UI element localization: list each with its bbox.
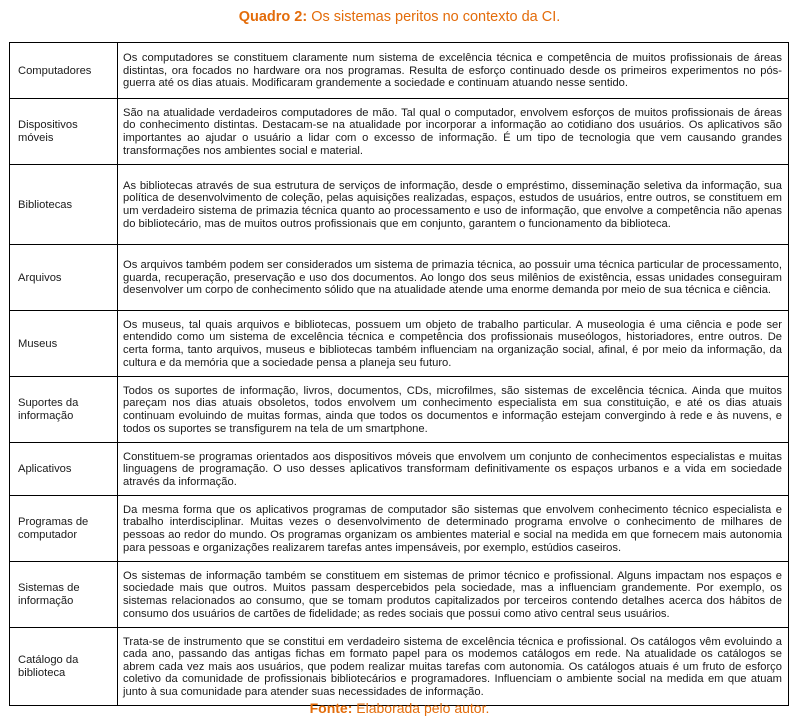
description-cell: Trata-se de instrumento que se constitui em verdadeiro sistema de excelência técnica e profissional. Os catálogos vêm evoluindo a cada ano, passando das antigas fichas em formato papel para os modemos catálogos em rede. Na atualidade os catálogos se abrem cada vez mais aos usuários, que podem realizar muitas tarefas com autonomia. Os catálogos atuais é um fruto de esforço coletivo da comunidade de profissionais bibliotecários e programadores. Influenciam o ambiente social na medida em que atuam junto à sua comunidade para atender suas necessidades de informação. — [118, 628, 789, 706]
term-cell: Arquivos — [10, 245, 118, 311]
term-cell: Bibliotecas — [10, 165, 118, 245]
term-cell: Museus — [10, 311, 118, 377]
description-cell: Os arquivos também podem ser considerados um sistema de primazia técnica, ao possuir uma técnica particular de processamento, guarda, recuperação, preservação e uso dos documentos. Ao longo dos seus milênios de existência, essas unidades conseguiram desenvolver um corpo de conhecimento sólido que na atualidade atende uma enorme demanda por meio de sua técnica e ciência. — [118, 245, 789, 311]
description-cell: Os sistemas de informação também se constituem em sistemas de primor técnico e profissional. Alguns impactam nos espaços e sociedade mais que outros. Muitos passam despercebidos pela sociedade, mas a influenciam grandemente. Por exemplo, os sistemas relacionados ao consumo, que se tomam produtos capitalizados por terceiros contendo detalhes acerca dos hábitos de consumo dos usuários de cartões de fidelidade; as redes sociais que possui como ativo central seus usuários. — [118, 562, 789, 628]
caption-text: Os sistemas peritos no contexto da CI. — [311, 9, 561, 25]
table-row — [10, 443, 789, 496]
description-cell: Da mesma forma que os aplicativos programas de computador são sistemas que envolvem conhecimento técnico especialista e trabalho interdisciplinar. Muitas vezes o desenvolvimento de determinado programa envolve o conhecimento de milhares de pessoas ao redor do mundo. Os programas organizam os ambientes material e social na medida em que fornecem mais autonomia para pessoas e organizações realizarem tarefas antes impensáveis, por exemplo, estúdios caseiros. — [118, 496, 789, 562]
table-row — [10, 165, 789, 245]
caption-label: Quadro 2: — [238, 9, 308, 25]
table-row — [10, 628, 789, 706]
source-text: Elaborada pelo autor. — [356, 700, 490, 716]
table-row — [10, 311, 789, 377]
table-row — [10, 43, 789, 99]
term-cell: Aplicativos — [10, 443, 118, 496]
table-row — [10, 562, 789, 628]
systems-table — [9, 42, 789, 706]
term-cell: Sistemas de informação — [10, 562, 118, 628]
table-row — [10, 99, 789, 165]
table-row — [10, 377, 789, 443]
description-cell: Constituem-se programas orientados aos dispositivos móveis que envolvem um conjunto de conhecimentos especialistas e muitas linguagens de programação. O uso desses aplicativos transformam definitivamente os espaços urbanos e a vida em sociedade através da informação. — [118, 443, 789, 496]
source-label: Fonte: — [309, 700, 353, 716]
table-row — [10, 245, 789, 311]
description-cell: Os museus, tal quais arquivos e bibliotecas, possuem um objeto de trabalho particular. A museologia é uma ciência e pode ser entendido como um sistema de excelência técnica e competência dos profissionais museólogos, historiadores, entre outros. De certa forma, tanto arquivos, museus e bibliotecas também influenciam na organização social, afinal, é por meio da informação, da cultura e da memória que a sociedade pensa a planeja seu futuro. — [118, 311, 789, 377]
description-cell: Todos os suportes de informação, livros, documentos, CDs, microfilmes, são sistemas de excelência técnica. Ainda que muitos pareçam nos dias atuais obsoletos, todos envolvem um conhecimento especialista em sua constituição, e até os dias atuais continuam evoluindo de muitas formas, ainda que todos os documentos e informação estejam convergindo à rede e às nuvens, e todos os suportes se transfigurem na tela de um smartphone. — [118, 377, 789, 443]
term-cell: Suportes da informação — [10, 377, 118, 443]
description-cell: As bibliotecas através de sua estrutura de serviços de informação, desde o empréstimo, disseminação seletiva da informação, sua política de desenvolvimento de coleção, pelas aquisições realizadas, espaços, estudos de usuários, entre outros, se constituem em um verdadeiro sistema de primazia técnica quanto ao processamento e uso de informação, que envolve a competência não apenas do bibliotecário, mas de muitos outros profissionais que em conjunto, garantem o funcionamento da biblioteca. — [118, 165, 789, 245]
term-cell: Catálogo da biblioteca — [10, 628, 118, 706]
term-cell: Computadores — [10, 43, 118, 99]
table-caption — [0, 9, 799, 25]
term-cell: Dispositivos móveis — [10, 99, 118, 165]
term-cell: Programas de computador — [10, 496, 118, 562]
description-cell: São na atualidade verdadeiros computadores de mão. Tal qual o computador, envolvem esforços de muitos profissionais de áreas do conhecimento distintas. Destacam-se na atualidade por incorporar a informação ao cotidiano dos usuários. Os aplicativos são importantes ao ajudar o usuário a lidar com o excesso de informação. É um tipo de tecnologia que vem causando grandes transformações nos ambientes social e material. — [118, 99, 789, 165]
description-cell: Os computadores se constituem claramente num sistema de excelência técnica e competência de muitos profissionais de áreas distintas, ora focados no hardware ora nos programas. Resulta de esforço continuado desde os primeiros experimentos no pós-guerra até os dias atuais. Modificaram grandemente a sociedade e continuam atuando nesse sentido. — [118, 43, 789, 99]
source-caption — [0, 700, 799, 716]
table-row — [10, 496, 789, 562]
